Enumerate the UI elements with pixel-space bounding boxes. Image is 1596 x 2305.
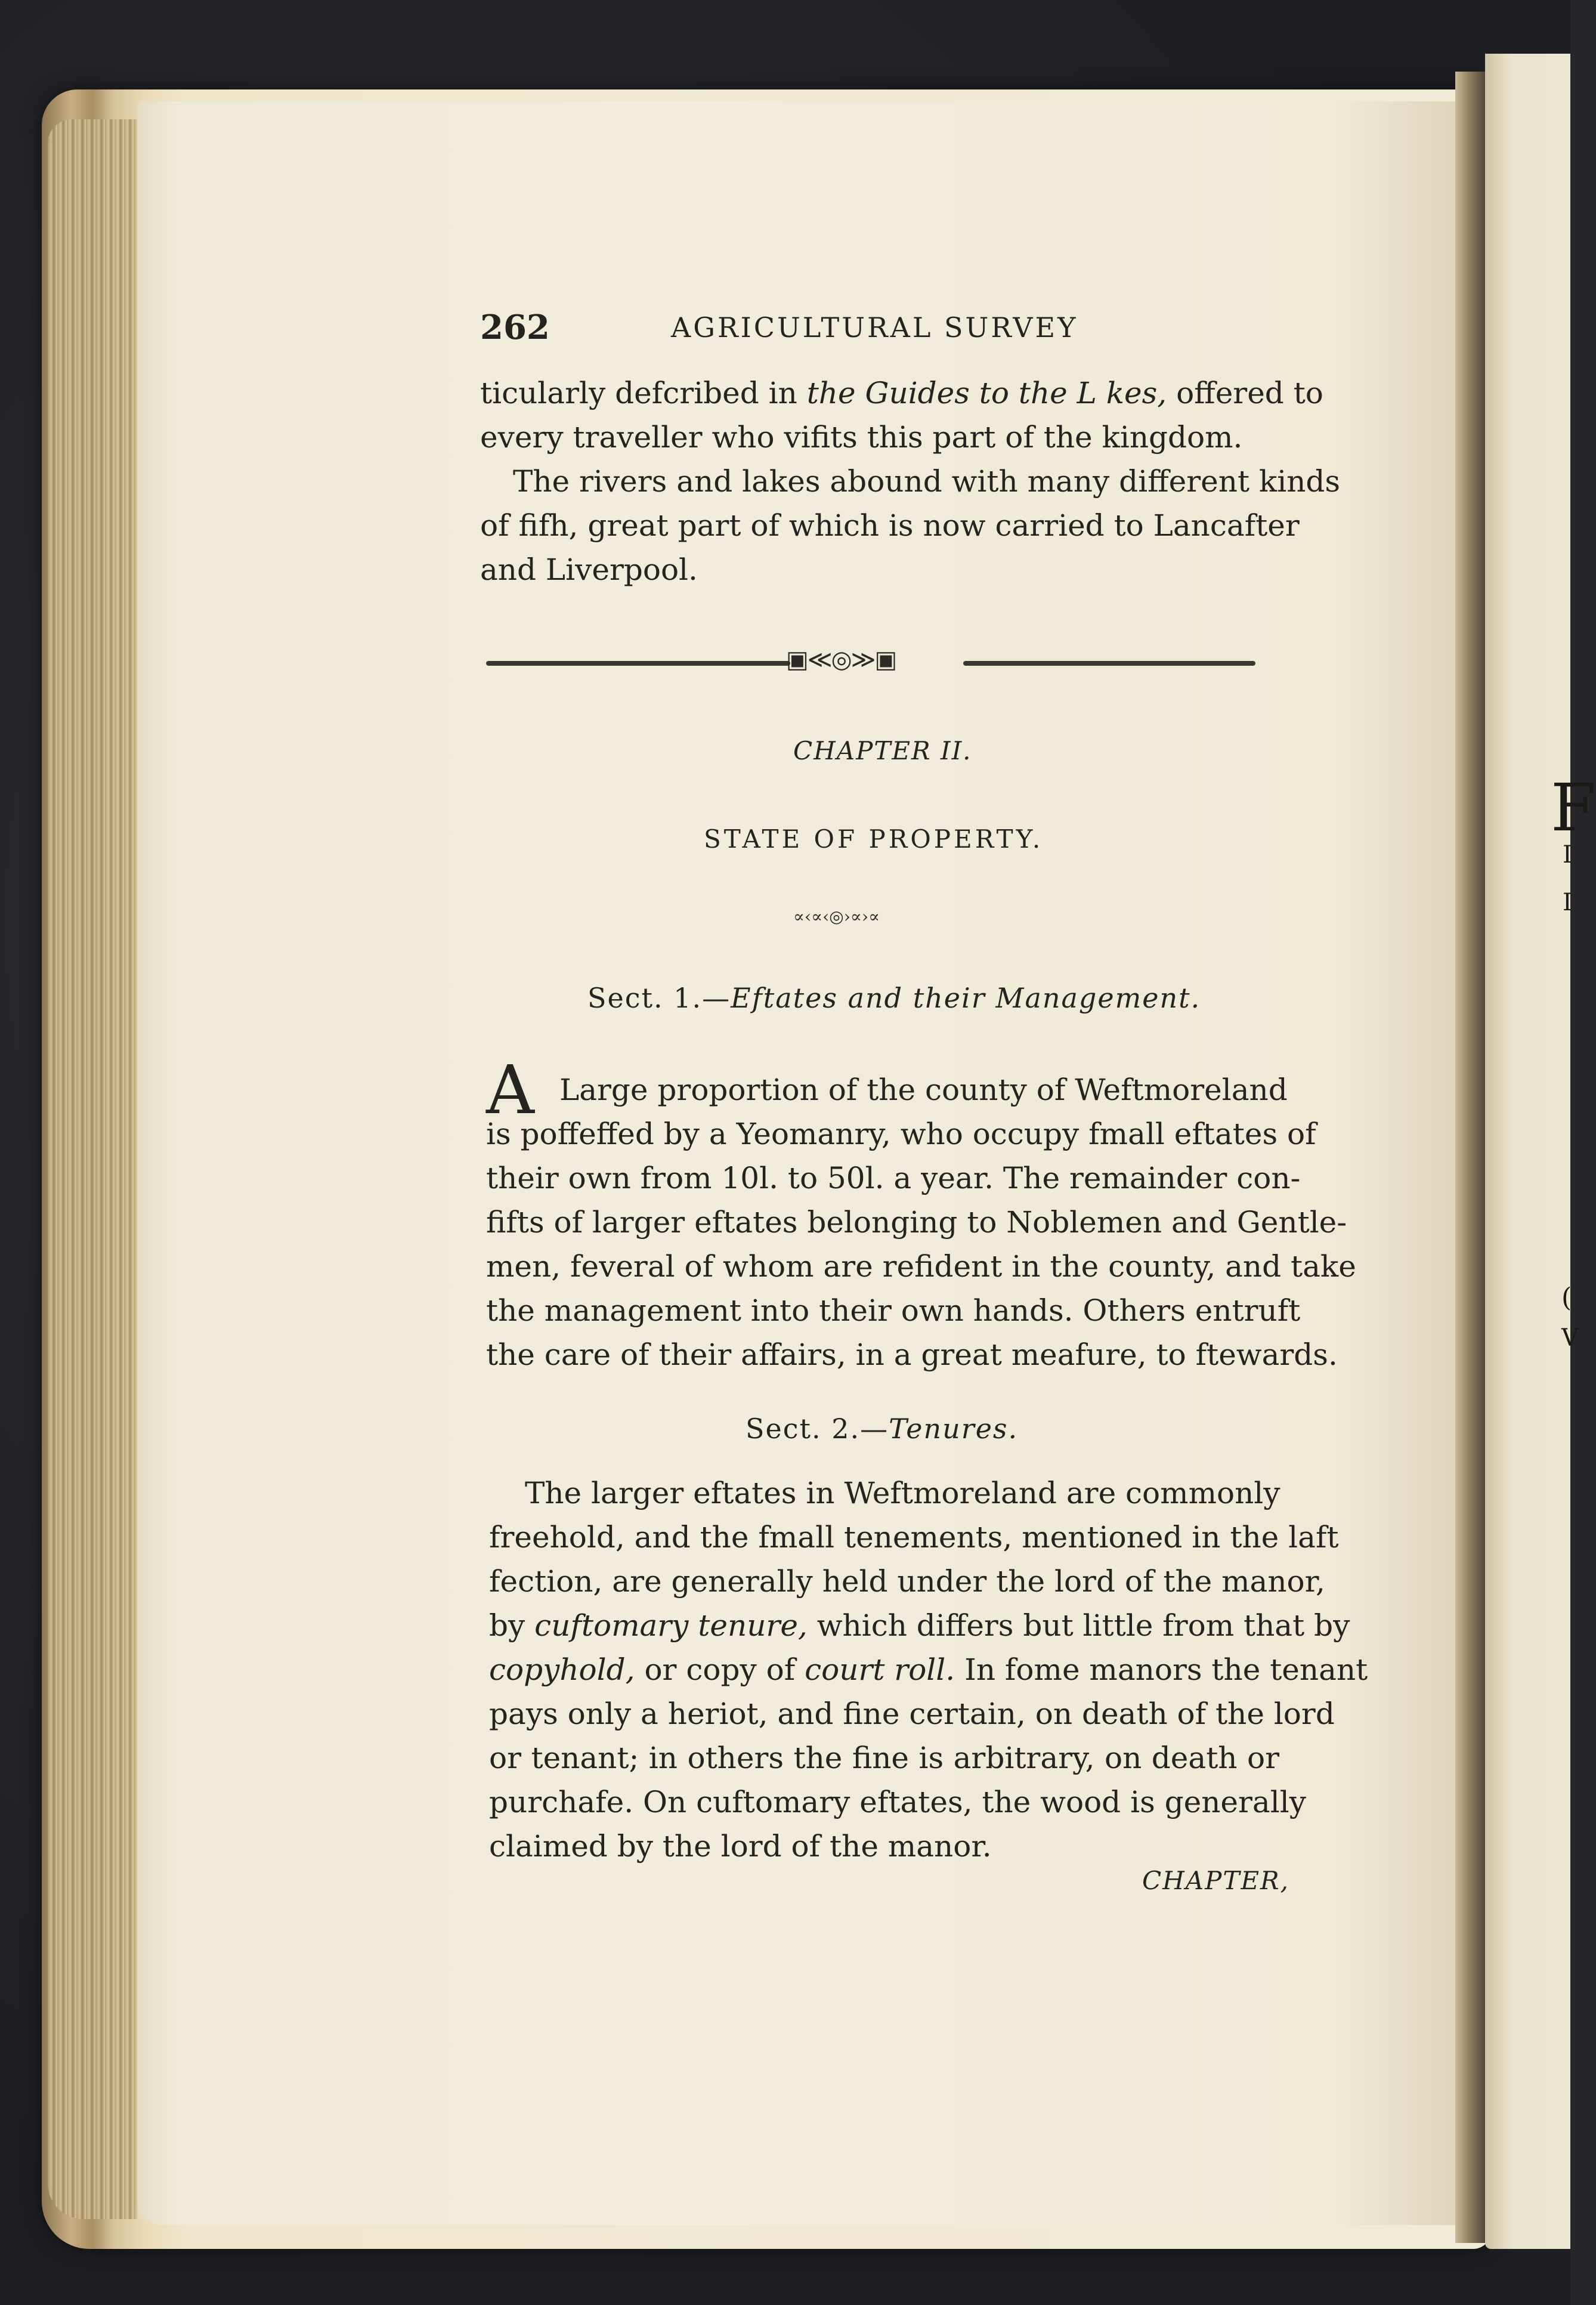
facing-page-glyph: ( bbox=[1561, 1283, 1572, 1313]
facing-page bbox=[1485, 54, 1596, 2249]
chapter-heading: CHAPTER II. bbox=[793, 736, 972, 765]
section-2-line: copyhold, or copy of court roll. In fome manors the tenant bbox=[489, 1652, 1368, 1687]
facing-page-glyph: F bbox=[1551, 770, 1596, 846]
intro-line: every traveller who vifits this part of the kingdom. bbox=[480, 420, 1243, 455]
section-1-line: their own from 10l. to 50l. a year. The remainder con- bbox=[486, 1161, 1301, 1195]
section-2-heading: Sect. 2.—Tenures. bbox=[746, 1413, 1019, 1445]
rivers-line: of fifh, great part of which is now carried to Lancafter bbox=[480, 508, 1300, 543]
intro-line: ticularly defcribed in the Guides to the L kes, offered to bbox=[480, 376, 1323, 410]
section-2-line: or tenant; in others the fine is arbitrary, on death or bbox=[489, 1741, 1279, 1775]
rivers-line: The rivers and lakes abound with many different kinds bbox=[513, 464, 1341, 499]
section-2-line: The larger eftates in Weftmoreland are commonly bbox=[525, 1476, 1280, 1510]
section-2-line: pays only a heriot, and fine certain, on death of the lord bbox=[489, 1697, 1335, 1731]
section-1-line: fifts of larger eftates belonging to Noblemen and Gentle- bbox=[486, 1205, 1347, 1240]
section-2-line: by cuftomary tenure, which differs but little from that by bbox=[489, 1608, 1350, 1643]
facing-page-glyph: I bbox=[1563, 841, 1572, 869]
section-1-line: men, feveral of whom are refident in the county, and take bbox=[486, 1249, 1356, 1284]
rivers-line: and Liverpool. bbox=[480, 552, 698, 587]
page-number: 262 bbox=[480, 308, 550, 347]
section-2-line: fection, are generally held under the lord of the manor, bbox=[489, 1564, 1325, 1599]
running-head-title: AGRICULTURAL SURVEY bbox=[671, 311, 1078, 344]
page-edges bbox=[48, 119, 137, 2219]
facing-page-glyph: I bbox=[1563, 889, 1572, 916]
ornament-flourish: ▣≪◎≫▣ bbox=[786, 646, 896, 673]
section-1-line: is poffeffed by a Yeomanry, who occupy fmall eftates of bbox=[486, 1117, 1316, 1151]
section-1-line: Large proportion of the county of Weftmoreland bbox=[559, 1073, 1288, 1107]
small-ornament: ∝‹∝‹◎›∝›∝ bbox=[793, 907, 880, 926]
section-2-line: freehold, and the fmall tenements, mentioned in the laft bbox=[489, 1520, 1339, 1555]
catchword: CHAPTER, bbox=[1142, 1866, 1289, 1895]
facing-page-glyph: V bbox=[1561, 1324, 1579, 1352]
drop-cap: A bbox=[486, 1052, 534, 1129]
section-1-line: the care of their affairs, in a great meafure, to ftewards. bbox=[486, 1337, 1338, 1372]
chapter-title: STATE OF PROPERTY. bbox=[704, 824, 1044, 854]
section-2-line: purchafe. On cuftomary eftates, the wood is generally bbox=[489, 1785, 1306, 1819]
section-1-line: the management into their own hands. Others entruft bbox=[486, 1293, 1301, 1328]
section-2-line: claimed by the lord of the manor. bbox=[489, 1829, 992, 1864]
section-1-heading: Sect. 1.—Eftates and their Management. bbox=[587, 982, 1201, 1014]
